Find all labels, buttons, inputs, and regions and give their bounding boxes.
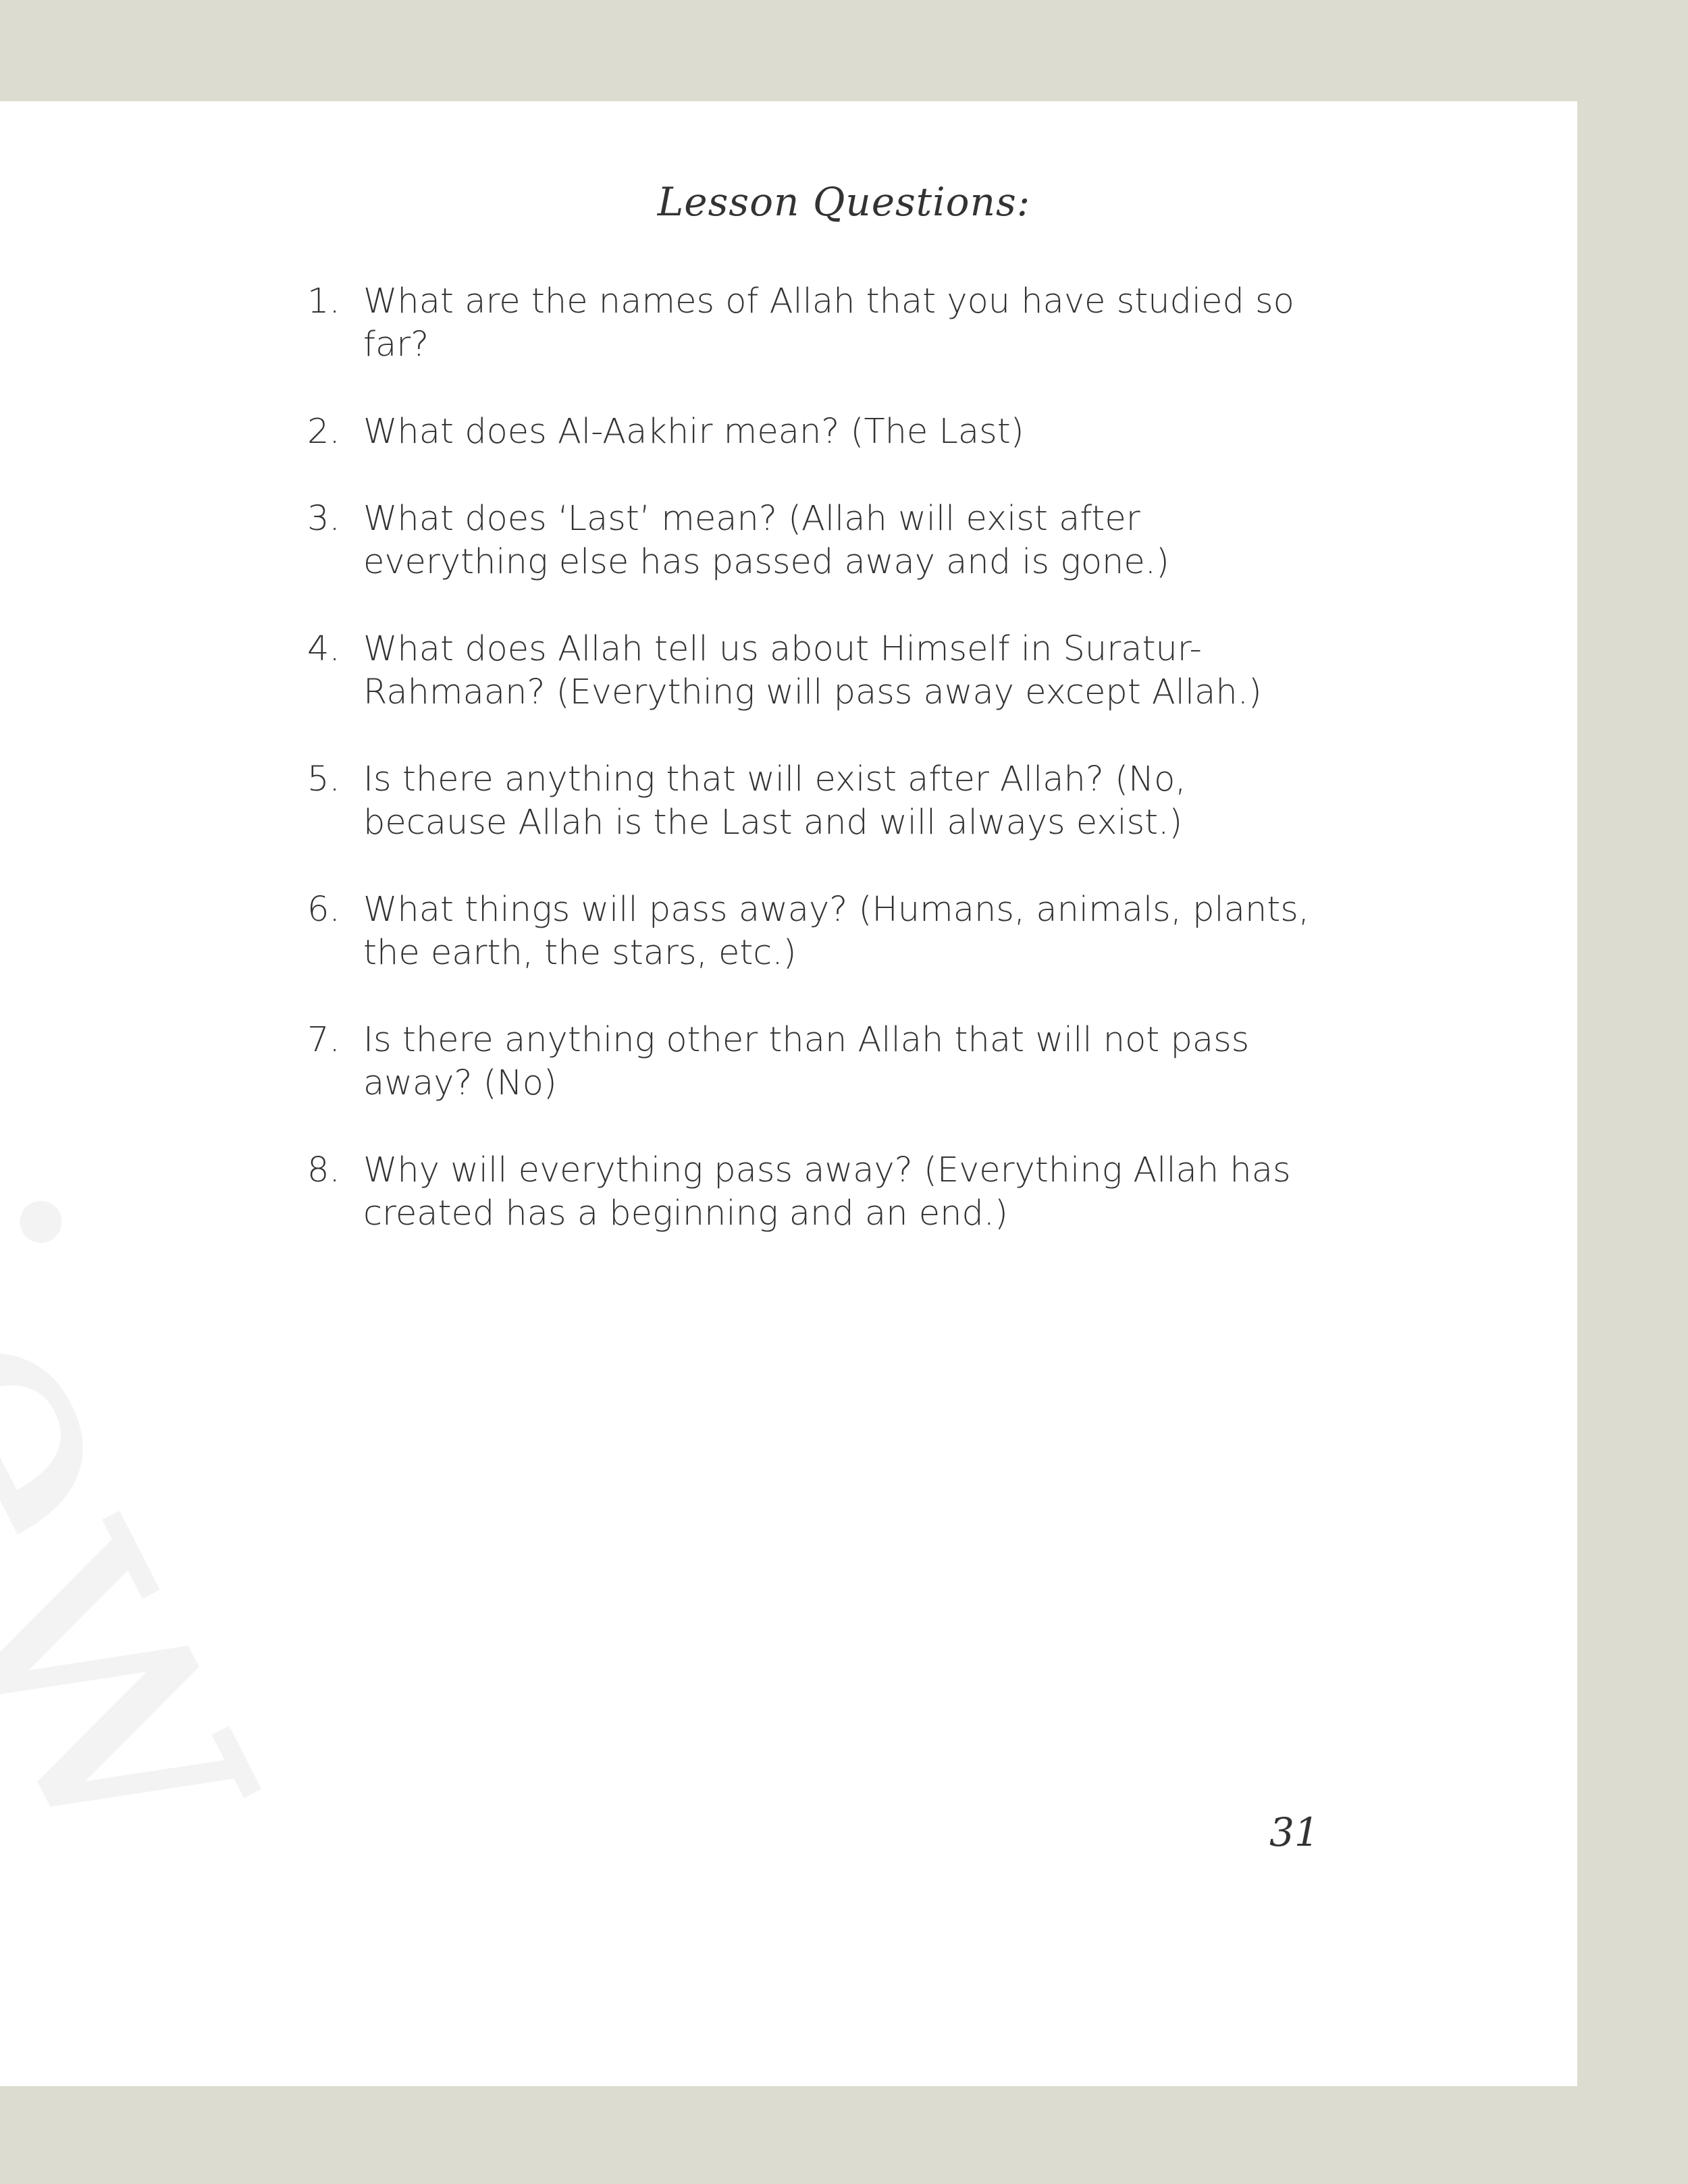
item-text: What does Al-Aakhir mean? (The Last) (363, 412, 1024, 452)
item-text: What things will pass away? (Humans, animals, plants, the earth, the stars, etc.) (363, 890, 1310, 973)
list-item (307, 758, 1320, 845)
item-number: 6. (307, 890, 340, 930)
item-number: 1. (307, 282, 340, 321)
question-list (307, 280, 1320, 1279)
list-item (307, 410, 1320, 454)
item-number: 2. (307, 412, 340, 452)
list-item (307, 280, 1320, 367)
list-item (307, 628, 1320, 714)
item-text: What does ‘Last’ mean? (Allah will exist after everything else has passed away and is gone.) (363, 499, 1169, 582)
page-title: Lesson Questions: (657, 179, 1031, 225)
item-text: What are the names of Allah that you have studied so far? (363, 282, 1294, 365)
page-number: 31 (1269, 1809, 1319, 1855)
list-item (307, 498, 1320, 584)
item-number: 3. (307, 499, 340, 539)
item-text: Why will everything pass away? (Everything Allah has created has a beginning and an end.) (363, 1150, 1291, 1233)
item-number: 5. (307, 760, 340, 799)
item-text: Is there anything other than Allah that will not pass away? (No) (363, 1020, 1250, 1103)
item-number: 8. (307, 1150, 340, 1190)
item-text: What does Allah tell us about Himself in Suratur-Rahmaan? (Everything will pass away except Allah.) (363, 629, 1262, 712)
list-item (307, 1149, 1320, 1235)
list-item (307, 1019, 1320, 1105)
list-item (307, 888, 1320, 975)
item-number: 4. (307, 629, 340, 669)
item-number: 7. (307, 1020, 340, 1060)
item-text: Is there anything that will exist after Allah? (No, because Allah is the Last and will always exist.) (363, 760, 1186, 843)
